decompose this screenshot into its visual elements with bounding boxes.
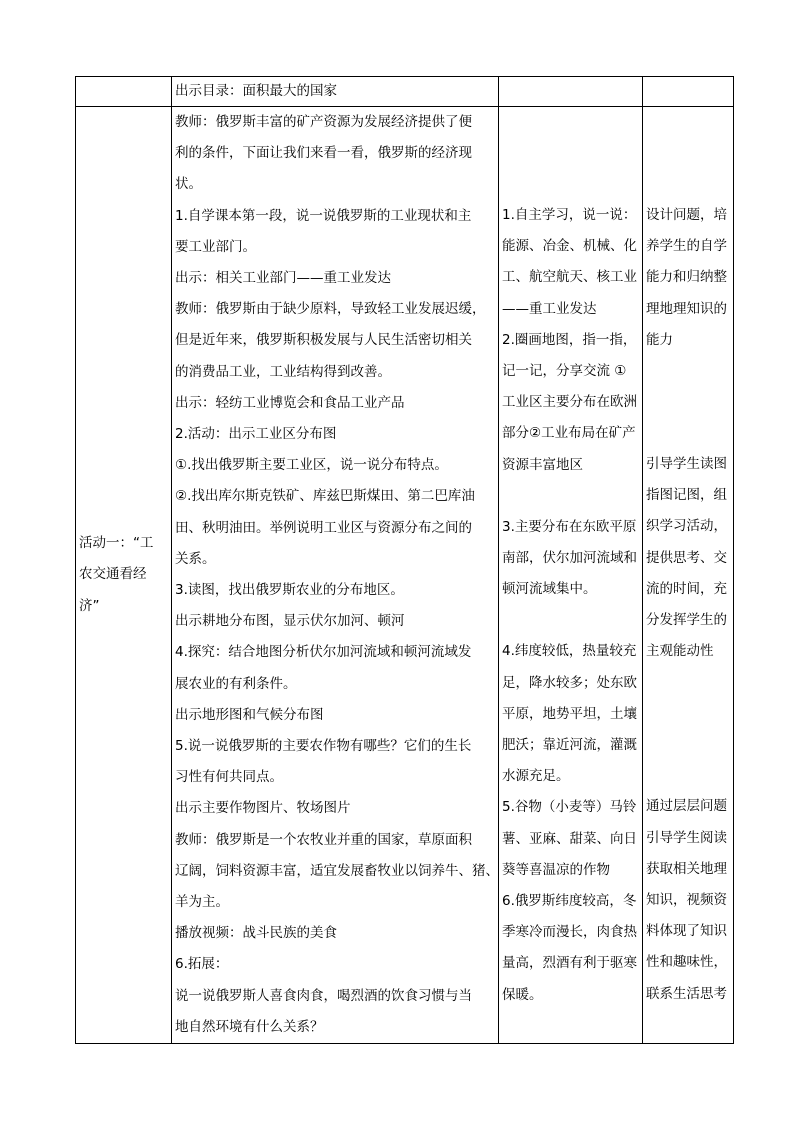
- lesson-plan-table: [75, 76, 734, 1044]
- content-line: 说一说俄罗斯人喜食肉食，喝烈酒的饮食习惯与当: [175, 987, 472, 1004]
- activity-line: 济”: [79, 597, 100, 614]
- content-line: 的消费品工业，工业结构得到改善。: [175, 363, 391, 380]
- design-intent: 通过层层问题引导学生阅读获取相关地理知识，视频资料体现了知识性和趣味性，联系生活思考: [646, 798, 727, 1002]
- spacer: [502, 481, 639, 512]
- student-answer: 6.俄罗斯纬度较高，冬季寒冷而漫长，肉食热量高，烈酒有利于驱寒保暖。: [502, 893, 637, 1003]
- spacer: [646, 169, 730, 200]
- spacer: [646, 667, 730, 698]
- spacer: [646, 107, 730, 138]
- content-line: 2.活动：出示工业区分布图: [175, 426, 337, 443]
- spacer: [502, 107, 639, 138]
- content-line: ②.找出库尔斯克铁矿、库兹巴斯煤田、第二巴库油: [175, 488, 475, 505]
- teacher-activity-cell: [172, 107, 499, 1044]
- content-line: 地自然环境有什么关系？: [175, 1018, 324, 1035]
- content-line: 教师：俄罗斯由于缺少原料，导致轻工业发展迟缓，: [175, 301, 486, 318]
- content-line: 1.自学课本第一段，说一说俄罗斯的工业现状和主: [175, 207, 472, 224]
- spacer: [646, 387, 730, 418]
- spacer: [646, 138, 730, 169]
- student-answer: 2.圈画地图，指一指，记一记，分享交流 ①工业区主要分布在欧洲部分②工业布局在矿产资源丰富地区: [502, 331, 637, 473]
- content-line: 辽阔，饲料资源丰富，适宜发展畜牧业以饲养牛、猪、: [175, 862, 499, 879]
- content-line: 习性有何共同点。: [175, 769, 283, 786]
- spacer: [646, 356, 730, 387]
- content-line: 羊为主。: [175, 894, 229, 911]
- activity-line: 活动一：“工: [79, 535, 154, 552]
- activity-cell: [76, 107, 172, 1044]
- content-line: 出示：相关工业部门——重工业发达: [175, 270, 391, 287]
- spacer: [646, 418, 730, 449]
- content-line: 利的条件，下面让我们来看一看，俄罗斯的经济现: [175, 145, 472, 162]
- content-line: 4.探究：结合地图分析伏尔加河流域和顿河流域发: [175, 644, 472, 661]
- content-line: 出示耕地分布图，显示伏尔加河、顿河: [175, 613, 405, 630]
- content-line: 出示主要作物图片、牧场图片: [175, 800, 351, 817]
- student-activity-cell: [499, 107, 643, 1044]
- table-row: [76, 77, 734, 107]
- student-cell-empty: [499, 77, 643, 107]
- intent-cell-empty: [643, 77, 734, 107]
- content-line: 出示：轻纺工业博览会和食品工业产品: [175, 394, 405, 411]
- content-line: 5.说一说俄罗斯的主要农作物有哪些？它们的生长: [175, 738, 472, 755]
- spacer: [646, 729, 730, 760]
- table-row: [76, 107, 734, 1044]
- student-answer: 4.纬度较低，热量较充足，降水较多；处东欧平原，地势平坦，土壤肥沃；靠近河流，灌溉水源充足。: [502, 643, 637, 785]
- student-answer: 5.谷物（小麦等）马铃薯、亚麻、甜菜、向日葵等喜温凉的作物: [502, 799, 637, 878]
- spacer: [502, 138, 639, 169]
- content-line: 出示地形图和气候分布图: [175, 706, 324, 723]
- content-line: 播放视频：战斗民族的美食: [175, 925, 337, 942]
- spacer: [646, 760, 730, 791]
- design-intent: 设计问题，培养学生的自学能力和归纳整理地理知识的能力: [646, 207, 727, 348]
- spacer: [502, 169, 639, 200]
- content-line: 展农业的有利条件。: [175, 675, 297, 692]
- content-line: 田、秋明油田。举例说明工业区与资源分布之间的: [175, 519, 472, 536]
- content-line: 但是近年来，俄罗斯积极发展与人民生活密切相关: [175, 332, 472, 349]
- design-intent-cell: [643, 107, 734, 1044]
- activity-line: 农交通看经: [79, 566, 147, 583]
- content-line: 6.拓展：: [175, 956, 229, 973]
- spacer: [502, 605, 639, 636]
- content-line: 教师：俄罗斯是一个农牧业并重的国家，草原面积: [175, 831, 472, 848]
- content-line: ①.找出俄罗斯主要工业区，说一说分布特点。: [175, 457, 448, 474]
- student-answer: 1.自主学习，说一说：能源、冶金、机械、化工、航空航天、核工业——重工业发达: [502, 207, 637, 317]
- content-cell: 出示目录：面积最大的国家: [172, 77, 499, 107]
- content-line: 3.读图，找出俄罗斯农业的分布地区。: [175, 582, 404, 599]
- design-intent: 引导学生读图指图记图，组织学习活动，提供思考、交流的时间，充分发挥学生的主观能动性: [646, 456, 727, 660]
- content-line: 关系。: [175, 550, 216, 567]
- spacer: [646, 698, 730, 729]
- content-line: 教师：俄罗斯丰富的矿产资源为发展经济提供了便: [175, 114, 472, 130]
- activity-cell-empty: [76, 77, 172, 107]
- content-line: 状。: [175, 176, 202, 193]
- student-answer: 3.主要分布在东欧平原南部，伏尔加河流域和顿河流域集中。: [502, 518, 637, 598]
- content-line: 要工业部门。: [175, 238, 256, 255]
